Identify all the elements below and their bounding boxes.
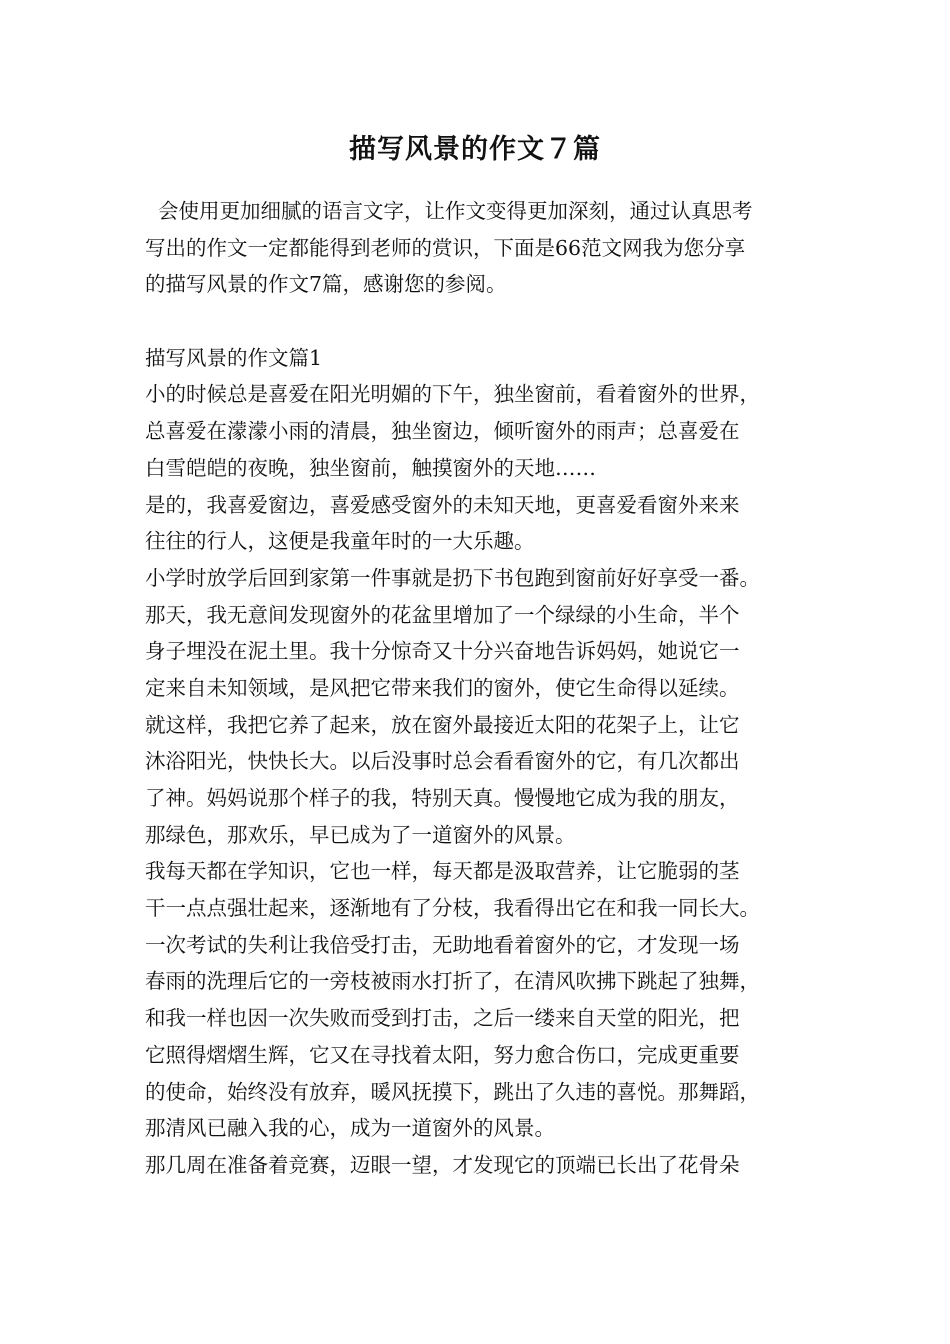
body-line: 那几周在准备着竞赛，迈眼一望，才发现它的顶端已长出了花骨朵 [145,1152,740,1177]
body-line: 干一点点强壮起来，逐渐地有了分枝，我看得出它在和我一同长大。 [145,896,760,921]
body-line: 那清风已融入我的心，成为一道窗外的风景。 [145,1116,555,1141]
body-line: 那天，我无意间发现窗外的花盆里增加了一个绿绿的小生命，半个 [145,602,740,627]
body-line: 就这样，我把它养了起来，放在窗外最接近太阳的花架子上，让它 [145,712,740,737]
body-line: 沐浴阳光，快快长大。以后没事时总会看看窗外的它，有几次都出 [145,749,740,774]
body-line: 我每天都在学知识，它也一样，每天都是汲取营养，让它脆弱的茎 [145,859,740,884]
body-line: 的使命，始终没有放弃，暖风抚摸下，跳出了久违的喜悦。那舞蹈， [145,1079,760,1104]
body-line: 定来自未知领域，是风把它带来我们的窗外，使它生命得以延续。 [145,675,740,700]
body-line: 小的时候总是喜爱在阳光明媚的下午，独坐窗前，看着窗外的世界， [145,382,760,407]
body-line: 往往的行人，这便是我童年时的一大乐趣。 [145,529,535,554]
section-heading: 描写风景的作文篇1 [145,345,323,370]
document-title: 描写风景的作文７篇 [349,134,601,165]
body-line: 一次考试的失利让我倍受打击，无助地看着窗外的它，才发现一场 [145,932,740,957]
body-line: 白雪皑皑的夜晚，独坐窗前，触摸窗外的天地…… [145,455,596,480]
document-body [145,193,835,1184]
body-line: 春雨的洗理后它的一旁枝被雨水打折了，在清风吹拂下跳起了独舞， [145,969,760,994]
body-line: 是的，我喜爱窗边，喜爱感受窗外的未知天地，更喜爱看窗外来来 [145,492,740,517]
paragraph-gap [145,303,835,340]
body-line: 小学时放学后回到家第一件事就是扔下书包跑到窗前好好享受一番。 [145,565,760,590]
body-line: 身子埋没在泥土里。我十分惊奇又十分兴奋地告诉妈妈，她说它一 [145,639,740,664]
intro-line: 会使用更加细腻的语言文字，让作文变得更加深刻，通过认真思考 [145,199,753,223]
intro-line: 的描写风景的作文7篇，感谢您的参阅。 [145,272,507,297]
body-line: 那绿色，那欢乐，早已成为了一道窗外的风景。 [145,822,576,847]
body-line: 它照得熠熠生辉，它又在寻找着太阳，努力愈合伤口，完成更重要 [145,1042,740,1067]
body-line: 了神。妈妈说那个样子的我，特别天真。慢慢地它成为我的朋友， [145,786,740,810]
body-line: 总喜爱在濛濛小雨的清晨，独坐窗边，倾听窗外的雨声；总喜爱在 [145,419,740,444]
intro-line: 写出的作文一定都能得到老师的赏识，下面是66范文网我为您分享 [145,235,746,260]
body-line: 和我一样也因一次失败而受到打击，之后一缕来自天堂的阳光，把 [145,1006,740,1031]
